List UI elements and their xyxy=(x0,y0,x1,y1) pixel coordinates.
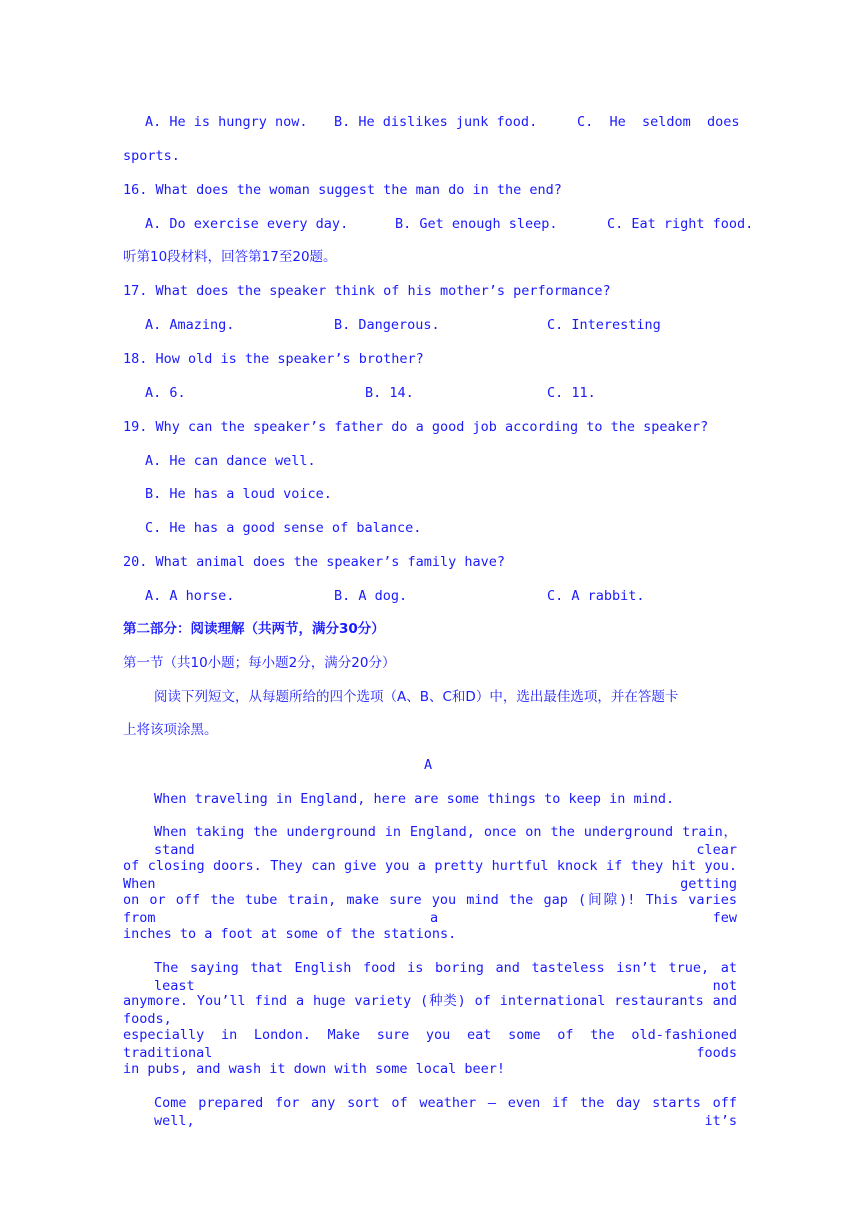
passage-p2-line-3: on or off the tube train, make sure you mind the gap (间隙)! This varies from a few xyxy=(123,892,737,926)
q20-option-c: C. A rabbit. xyxy=(547,588,645,604)
q15-option-c: C. He seldom does xyxy=(577,114,740,130)
q19-option-b: B. He has a loud voice. xyxy=(145,486,332,502)
passage-p2-line-4: inches to a foot at some of the stations. xyxy=(123,926,457,942)
passage-p3-line-2: anymore. You’ll find a huge variety (种类) of international restaurants and foods, xyxy=(123,993,737,1027)
q18-option-c: C. 11. xyxy=(547,385,596,401)
q16-option-c: C. Eat right food. xyxy=(607,216,754,232)
q19-question: 19. Why can the speaker’s father do a good job according to the speaker? xyxy=(123,419,709,435)
passage-p2-line-1: When taking the underground in England, once on the underground train，stand clear xyxy=(154,824,737,858)
passage-p4-line-1: Come prepared for any sort of weather — even if the day starts off well, it’s xyxy=(154,1095,737,1129)
q20-question: 20. What animal does the speaker’s family have? xyxy=(123,554,506,570)
q15-option-c-continued: sports. xyxy=(123,148,180,164)
q17-option-c: C. Interesting xyxy=(547,317,661,333)
section1-heading: 第一节（共10小题；每小题2分，满分20分） xyxy=(123,655,396,671)
passage-p2-line-2: of closing doors. They can give you a pretty hurtful knock if they hit you. When getting xyxy=(123,858,737,892)
q18-option-a: A. 6. xyxy=(145,385,186,401)
q16-option-b: B. Get enough sleep. xyxy=(395,216,558,232)
q17-option-b: B. Dangerous. xyxy=(334,317,440,333)
q15-option-a: A. He is hungry now. xyxy=(145,114,308,130)
q16-option-a: A. Do exercise every day. xyxy=(145,216,349,232)
q19-option-c: C. He has a good sense of balance. xyxy=(145,520,422,536)
passage-p3-line-1: The saying that English food is boring and tasteless isn’t true, at least not xyxy=(154,960,737,994)
q18-question: 18. How old is the speaker’s brother? xyxy=(123,351,424,367)
q19-option-a: A. He can dance well. xyxy=(145,453,316,469)
passage-p3-line-4: in pubs, and wash it down with some local beer! xyxy=(123,1061,506,1077)
passage-label: A xyxy=(424,757,433,773)
part2-heading: 第二部分：阅读理解（共两节，满分30分） xyxy=(123,621,385,637)
passage-paragraph-1: When traveling in England, here are some things to keep in mind. xyxy=(154,791,675,807)
q20-option-b: B. A dog. xyxy=(334,588,408,604)
q16-question: 16. What does the woman suggest the man do in the end? xyxy=(123,182,562,198)
section10-instruction: 听第10段材料，回答第17至20题。 xyxy=(123,249,337,265)
instructions-line-2: 上将该项涂黑。 xyxy=(123,722,218,738)
q17-option-a: A. Amazing. xyxy=(145,317,235,333)
q17-question: 17. What does the speaker think of his mother’s performance? xyxy=(123,283,611,299)
q18-option-b: B. 14. xyxy=(365,385,414,401)
q20-option-a: A. A horse. xyxy=(145,588,235,604)
q15-option-b: B. He dislikes junk food. xyxy=(334,114,538,130)
instructions-line-1: 阅读下列短文，从每题所给的四个选项（A、B、C和D）中，选出最佳选项，并在答题卡 xyxy=(154,689,679,705)
passage-p3-line-3: especially in London. Make sure you eat some of the old-fashioned traditional foods xyxy=(123,1027,737,1061)
